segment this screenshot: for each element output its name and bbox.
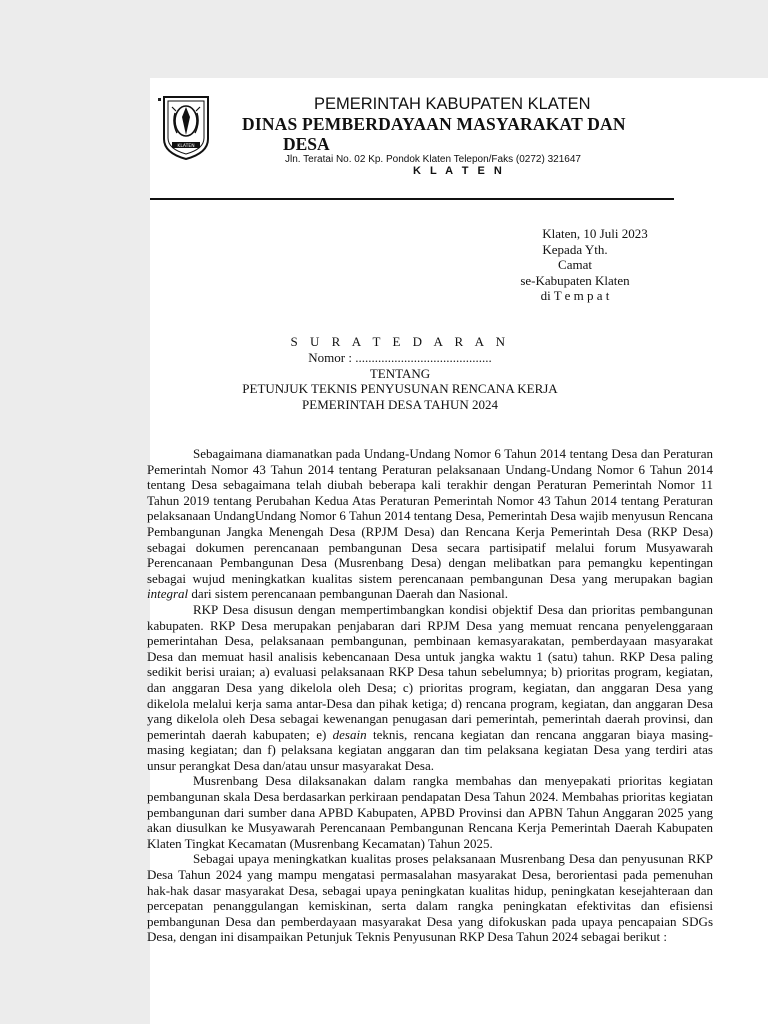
letter-about: TENTANG — [369, 365, 431, 381]
paragraph-4: Sebagai upaya meningkatkan kualitas proses pelaksanaan Musrenbang Desa dan penyusunan RKP Desa Tahun 2024 yang mampu mengatasi permasalahan masyarakat Desa, berorientasi pada pemenuhan hak-hak dasar masyarakat Desa, sebagai upaya peningkatan kualitas hidup, peningkatan kesejahteraan dan percepatan penanggulangan kemiskinan, serta dalam rangka peningkatan efektivitas dan efisiensi pembangunan Desa dan pemberdayaan masyarakat Desa yang difokuskan pada upaya pencapaian SDGs Desa, dengan ini disampaikan Petunjuk Teknis Penyusunan RKP Desa Tahun 2024 sebagai berikut : — [147, 851, 713, 945]
paragraph-2: RKP Desa disusun dengan mempertimbangkan kondisi objektif Desa dan prioritas pembangunan kabupaten. RKP Desa merupakan penjabaran dari RPJM Desa yang memuat rencana penyelenggaraan pemerintahan Desa, pelaksanaan pembangunan, pembinaan kemasyarakatan, pemberdayaan masyarakat Desa dan memuat hasil analisis kebencanaan Desa untuk jangka waktu 1 (satu) tahun. RKP Desa paling sedikit berisi uraian; a) evaluasi pelaksanaan RKP Desa tahun sebelumnya; b) prioritas program, kegiatan, dan anggaran Desa yang dikelola oleh Desa; c) prioritas program, kegiatan, dan anggaran Desa yang dikelola melalui kerja sama antar-Desa dan pihak ketiga; d) rencana program, kegiatan, dan anggaran Desa yang dikelola oleh Desa sebagai kewenangan penugasan dari pemerintah, pemerintah daerah provinsi, dan pemerintah daerah kabupaten; e) desain teknis, rencana kegiatan dan rencana anggaran biaya masing-masing kegiatan; dan f) pelaksana kegiatan anggaran dan tim pelaksana kegiatan Desa yang terdiri atas unsur perangkat Desa dan/atau unsur masyarakat Desa. — [147, 601, 714, 773]
agency-address: Jln. Teratai No. 02 Kp. Pondok Klaten Telepon/Faks (0272) 321647 — [285, 154, 581, 165]
agency-city: K L A T E N — [413, 165, 505, 177]
letterhead-divider — [150, 198, 674, 200]
letter-title-block — [150, 334, 650, 413]
letter-number: Nomor : .......................................... — [308, 349, 492, 365]
recipient-name: Camat — [558, 257, 592, 272]
letter-body — [147, 446, 713, 945]
agency-name-line1: DINAS PEMBERDAYAAN MASYARAKAT DAN — [242, 114, 626, 134]
letter-date: Klaten, 10 Juli 2023 — [542, 226, 648, 241]
paragraph-3: Musrenbang Desa dilaksanakan dalam rangka membahas dan menyepakati prioritas kegiatan pembangunan skala Desa berdasarkan perkiraan pendapatan Desa Tahun 2024. Membahas prioritas kegiatan pembangunan dari sumber dana APBD Kabupaten, APBD Provinsi dan APBN Tahun Anggaran 2025 yang akan diusulkan ke Musyawarah Perencanaan Pembangunan Rencana Kerja Pemerintah Daerah Kabupaten Klaten Tingkat Kecamatan (Musrenbang Kecamatan) Tahun 2025. — [147, 773, 713, 851]
svg-text:KLATEN: KLATEN — [177, 144, 195, 149]
letter-subject-line2: PEMERINTAH DESA TAHUN 2024 — [302, 397, 498, 413]
letter-subject-line1: PETUNJUK TEKNIS PENYUSUNAN RENCANA KERJA — [242, 381, 558, 397]
recipient-salutation: Kepada Yth. — [542, 241, 608, 257]
letter-type: S U R A T E D A R A N — [290, 334, 510, 349]
paragraph-1: Sebagaimana diamanatkan pada Undang-Undang Nomor 6 Tahun 2014 tentang Desa dan Peraturan Pemerintah Nomor 43 Tahun 2014 tentang Peraturan pelaksanaan Undang-Undang Nomor 6 Tahun 2014 tentang Desa sebagaimana telah diubah beberapa kali terakhir dengan Peraturan Pemerintah Nomor 11 Tahun 2019 tentang Perubahan Kedua Atas Peraturan Pemerintah Nomor 43 Tahun 2014 tentang Peraturan pelaksanaan UndangUndang Nomor 6 Tahun 2014 tentang Desa, Pemerintah Desa wajib menyusun Rencana Pembangunan Jangka Menengah Desa (RPJM Desa) dan Rencana Kerja Pemerintah Desa (RKP Desa) sebagai dokumen perencanaan pembangunan Desa secara partisipatif melalui forum Musyawarah Perencanaan Pembangunan Desa (Musrenbang Desa) dengan melibatkan para pemangku kepentingan sebagai wujud meningkatkan kualitas sistem perencanaan pembangunan Desa yang merupakan bagian integral dari sistem perencanaan pembangunan Daerah dan Nasional. — [147, 446, 714, 602]
recipient-block — [470, 226, 680, 304]
recipient-region: se-Kabupaten Klaten — [520, 272, 630, 288]
agency-name-line2: DESA — [283, 134, 330, 154]
agency-parent: PEMERINTAH KABUPATEN KLATEN — [314, 95, 591, 113]
recipient-place: di T e m p a t — [540, 288, 610, 303]
klaten-emblem-icon — [160, 95, 212, 161]
